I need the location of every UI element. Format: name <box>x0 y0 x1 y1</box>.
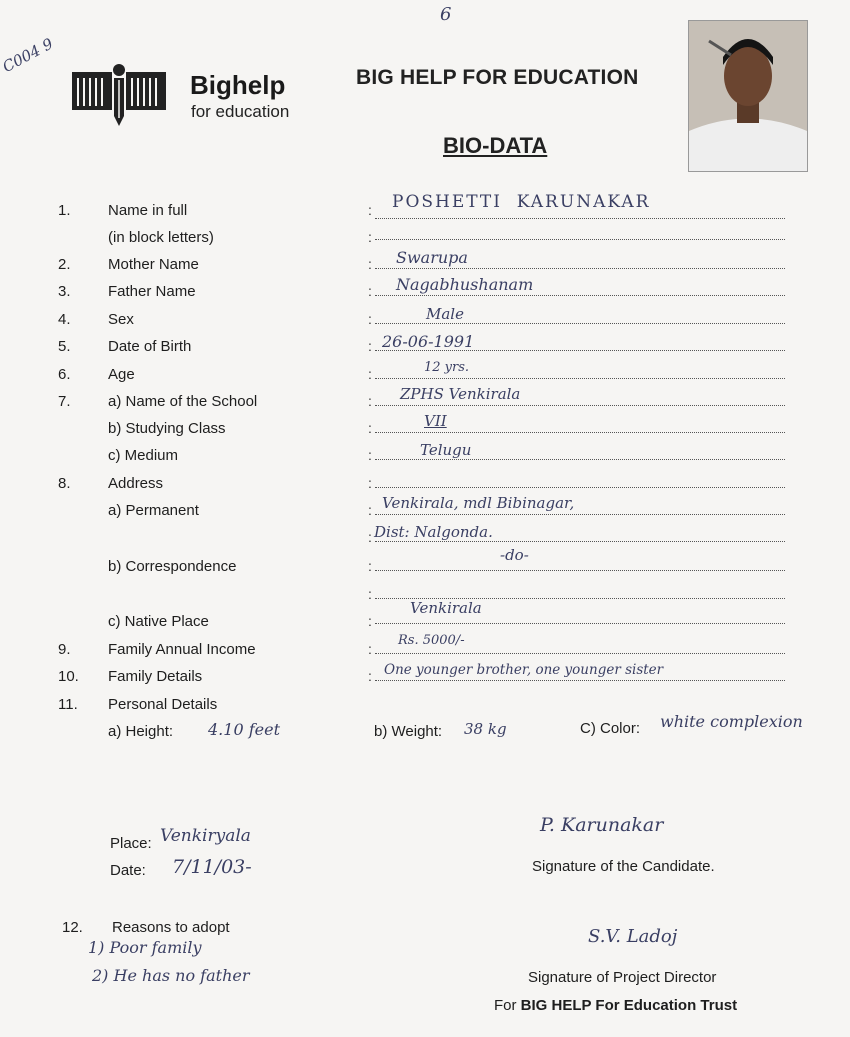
reason-item: 1) Poor family <box>88 938 202 957</box>
field-number: 5. <box>58 338 71 355</box>
field-value: Telugu <box>420 441 472 459</box>
color-label: C) Color: <box>580 720 641 737</box>
field-number: 1. <box>58 202 71 219</box>
weight-label: b) Weight: <box>374 723 443 740</box>
field-label: Family Annual Income <box>108 641 256 658</box>
field-row-7b: b) Studying Class : VII <box>0 420 850 444</box>
field-label: a) Name of the School <box>108 393 258 410</box>
field-number: 9. <box>58 641 71 658</box>
field-number: 12. <box>62 919 83 936</box>
weight-value: 38 kg <box>464 720 507 738</box>
field-value: One younger brother, one younger sister <box>384 662 664 678</box>
date-label: Date: <box>110 862 146 879</box>
field-number: 4. <box>58 311 71 328</box>
page-number: 6 <box>440 4 452 25</box>
field-value: Male <box>426 305 464 323</box>
place-label: Place: <box>110 835 152 852</box>
field-value: ZPHS Venkirala <box>400 385 521 403</box>
field-label: a) Permanent <box>108 502 199 519</box>
height-value: 4.10 feet <box>208 720 280 739</box>
field-row-5: 5. Date of Birth : 26-06-1991 <box>0 338 850 362</box>
field-label: Address <box>108 475 164 492</box>
field-label: c) Medium <box>108 447 179 464</box>
field-label: Sex <box>108 311 134 328</box>
field-row-1b: (in block letters) : <box>0 229 850 253</box>
field-row-7c: c) Medium : Telugu <box>0 447 850 471</box>
field-row-2: 2. Mother Name : Swarupa <box>0 256 850 280</box>
director-signature: S.V. Ladoj <box>588 926 678 947</box>
field-value: Swarupa <box>396 248 468 267</box>
field-value: POSHETTI KARUNAKAR <box>392 192 651 212</box>
field-value: Dist: Nalgonda. <box>374 523 493 541</box>
field-row-8b: b) Correspondence : -do- <box>0 558 850 582</box>
field-row-8b-2: : <box>0 586 850 610</box>
candidate-signature-label: Signature of the Candidate. <box>532 858 715 875</box>
field-value: 26-06-1991 <box>382 332 475 351</box>
field-row-6: 6. Age : 12 yrs. <box>0 366 850 390</box>
field-row-9: 9. Family Annual Income : Rs. 5000/- <box>0 641 850 665</box>
field-value: Rs. 5000/- <box>398 633 465 648</box>
place-value: Venkiryala <box>160 826 251 846</box>
field-row-10: 10. Family Details : One younger brother, one younger sister <box>0 668 850 692</box>
field-label: b) Correspondence <box>108 558 237 575</box>
field-label: c) Native Place <box>108 613 209 630</box>
field-number: 2. <box>58 256 71 273</box>
field-label: Personal Details <box>108 696 218 713</box>
field-row-7a: 7. a) Name of the School : ZPHS Venkirala <box>0 393 850 417</box>
form-title: BIO-DATA <box>443 133 548 158</box>
field-label: Mother Name <box>108 256 199 273</box>
field-label: Father Name <box>108 283 196 300</box>
field-number: 3. <box>58 283 71 300</box>
reason-item: 2) He has no father <box>92 966 250 985</box>
logo-tagline: for education <box>191 102 290 121</box>
field-number: 8. <box>58 475 71 492</box>
field-number: 11. <box>58 696 78 713</box>
candidate-photo <box>688 20 808 172</box>
book-logo-icon <box>68 62 170 132</box>
field-label: Family Details <box>108 668 203 685</box>
field-number: 6. <box>58 366 71 383</box>
field-row-3: 3. Father Name : Nagabhushanam <box>0 283 850 307</box>
file-number: C004 9 <box>0 34 57 76</box>
director-signature-label: Signature of Project Director <box>528 969 717 986</box>
field-number: 7. <box>58 393 71 410</box>
field-label: Date of Birth <box>108 338 192 355</box>
field-label: Reasons to adopt <box>112 919 230 936</box>
field-number: 10. <box>58 668 79 685</box>
field-label: Name in full <box>108 202 188 219</box>
field-label: b) Studying Class <box>108 420 226 437</box>
field-row-1: 1. Name in full : POSHETTI KARUNAKAR <box>0 202 850 226</box>
field-value: VII <box>424 412 447 430</box>
logo-name: Bighelp <box>190 70 286 100</box>
date-value: 7/11/03- <box>172 856 252 878</box>
field-value: Venkirala, mdl Bibinagar, <box>382 494 575 512</box>
logo <box>68 62 170 132</box>
trust-name: BIG HELP For Education Trust <box>520 997 738 1014</box>
trust-prefix: For <box>494 997 517 1014</box>
trust-line <box>494 997 737 1014</box>
candidate-signature: P. Karunakar <box>540 814 664 836</box>
field-label: (in block letters) <box>108 229 214 246</box>
field-value: 12 yrs. <box>424 360 470 375</box>
color-value: white complexion <box>660 712 803 731</box>
field-value: -do- <box>500 546 529 564</box>
org-title: BIG HELP FOR EDUCATION <box>356 66 639 89</box>
field-row-8a: a) Permanent : Venkirala, mdl Bibinagar, <box>0 502 850 526</box>
field-value: Venkirala <box>410 599 482 617</box>
field-row-8a-2: : Dist: Nalgonda. <box>0 529 850 553</box>
field-label: Age <box>108 366 135 383</box>
field-row-8c: c) Native Place : Venkirala <box>0 613 850 637</box>
height-label: a) Height: <box>108 723 174 740</box>
field-row-4: 4. Sex : Male <box>0 311 850 335</box>
field-value: Nagabhushanam <box>396 275 534 294</box>
field-row-8: 8. Address : <box>0 475 850 499</box>
